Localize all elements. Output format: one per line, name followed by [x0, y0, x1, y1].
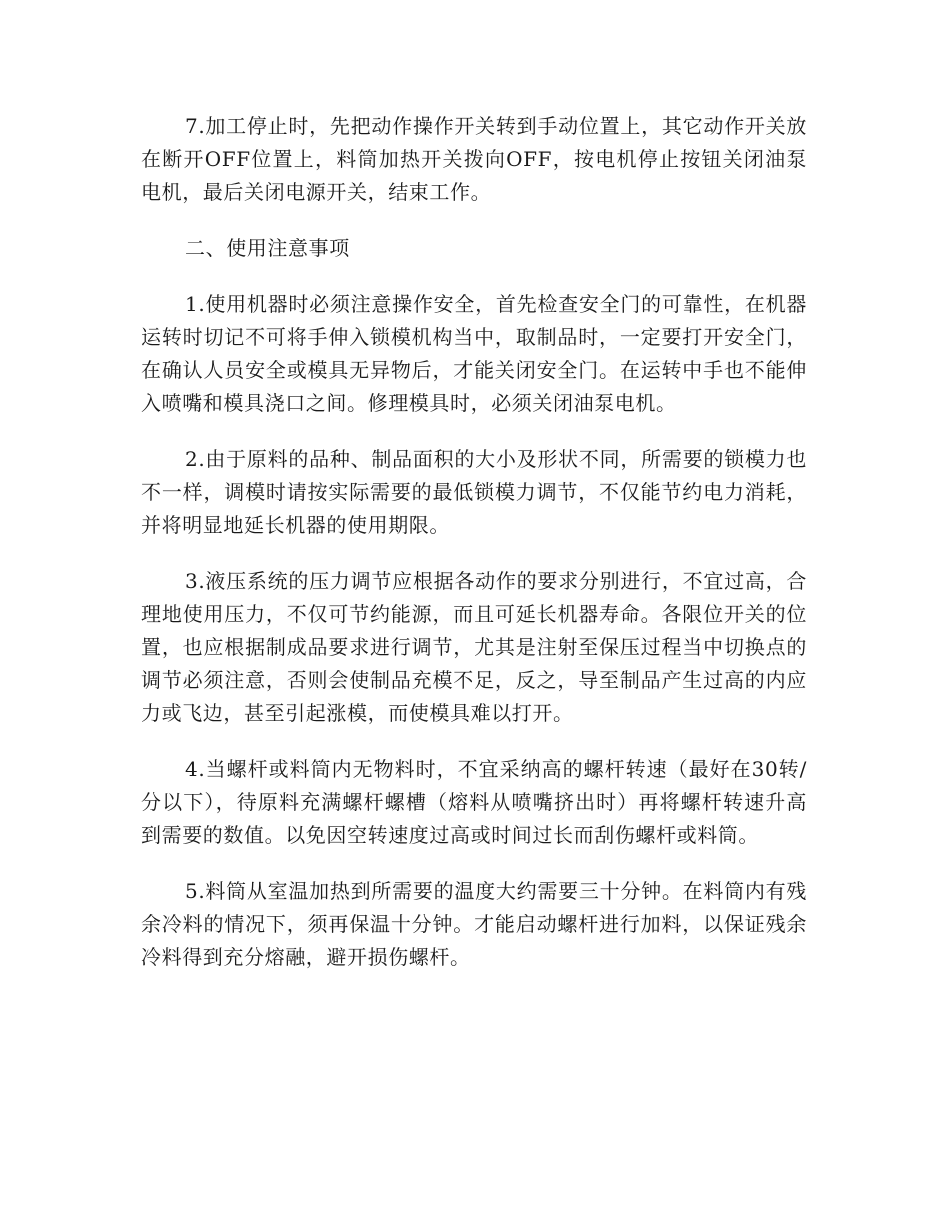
paragraph-step-7: 7.加工停止时，先把动作操作开关转到手动位置上，其它动作开关放在断开OFF位置上，料筒加热开关拨向OFF，按电机停止按钮关闭油泵电机，最后关闭电源开关，结束工作。	[141, 114, 807, 204]
paragraph-note-3: 3.液压系统的压力调节应根据各动作的要求分别进行，不宜过高，合理地使用压力，不仅可节约能源，而且可延长机器寿命。各限位开关的位置，也应根据制成品要求进行调节，尤其是注射至保压过程当中切换点的调节必须注意，否则会使制品充模不足，反之，导至制品产生过高的内应力或飞边，甚至引起涨模，而使模具难以打开。	[141, 569, 807, 725]
paragraph-note-5: 5.料筒从室温加热到所需要的温度大约需要三十分钟。在料筒内有残余冷料的情况下，须再保温十分钟。才能启动螺杆进行加料，以保证残余冷料得到充分熔融，避开损伤螺杆。	[141, 879, 807, 969]
paragraph-note-1: 1.使用机器时必须注意操作安全，首先检查安全门的可靠性，在机器运转时切记不可将手伸入锁模机构当中，取制品时，一定要打开安全门，在确认人员安全或模具无异物后，才能关闭安全门。在运转中手也不能伸入喷嘴和模具浇口之间。修理模具时，必须关闭油泵电机。	[141, 292, 807, 415]
paragraph-note-4: 4.当螺杆或料筒内无物料时，不宜采纳高的螺杆转速（最好在30转/分以下），待原料充满螺杆螺槽（熔料从喷嘴挤出时）再将螺杆转速升高到需要的数值。以免因空转速度过高或时间过长而刮伤螺杆或料筒。	[141, 757, 807, 847]
document-body	[141, 110, 807, 997]
paragraph-note-2: 2.由于原料的品种、制品面积的大小及形状不同，所需要的锁模力也不一样，调模时请按实际需要的最低锁模力调节，不仅能节约电力消耗，并将明显地延长机器的使用期限。	[141, 447, 807, 537]
section-heading-usage-notes: 二、使用注意事项	[185, 236, 350, 260]
